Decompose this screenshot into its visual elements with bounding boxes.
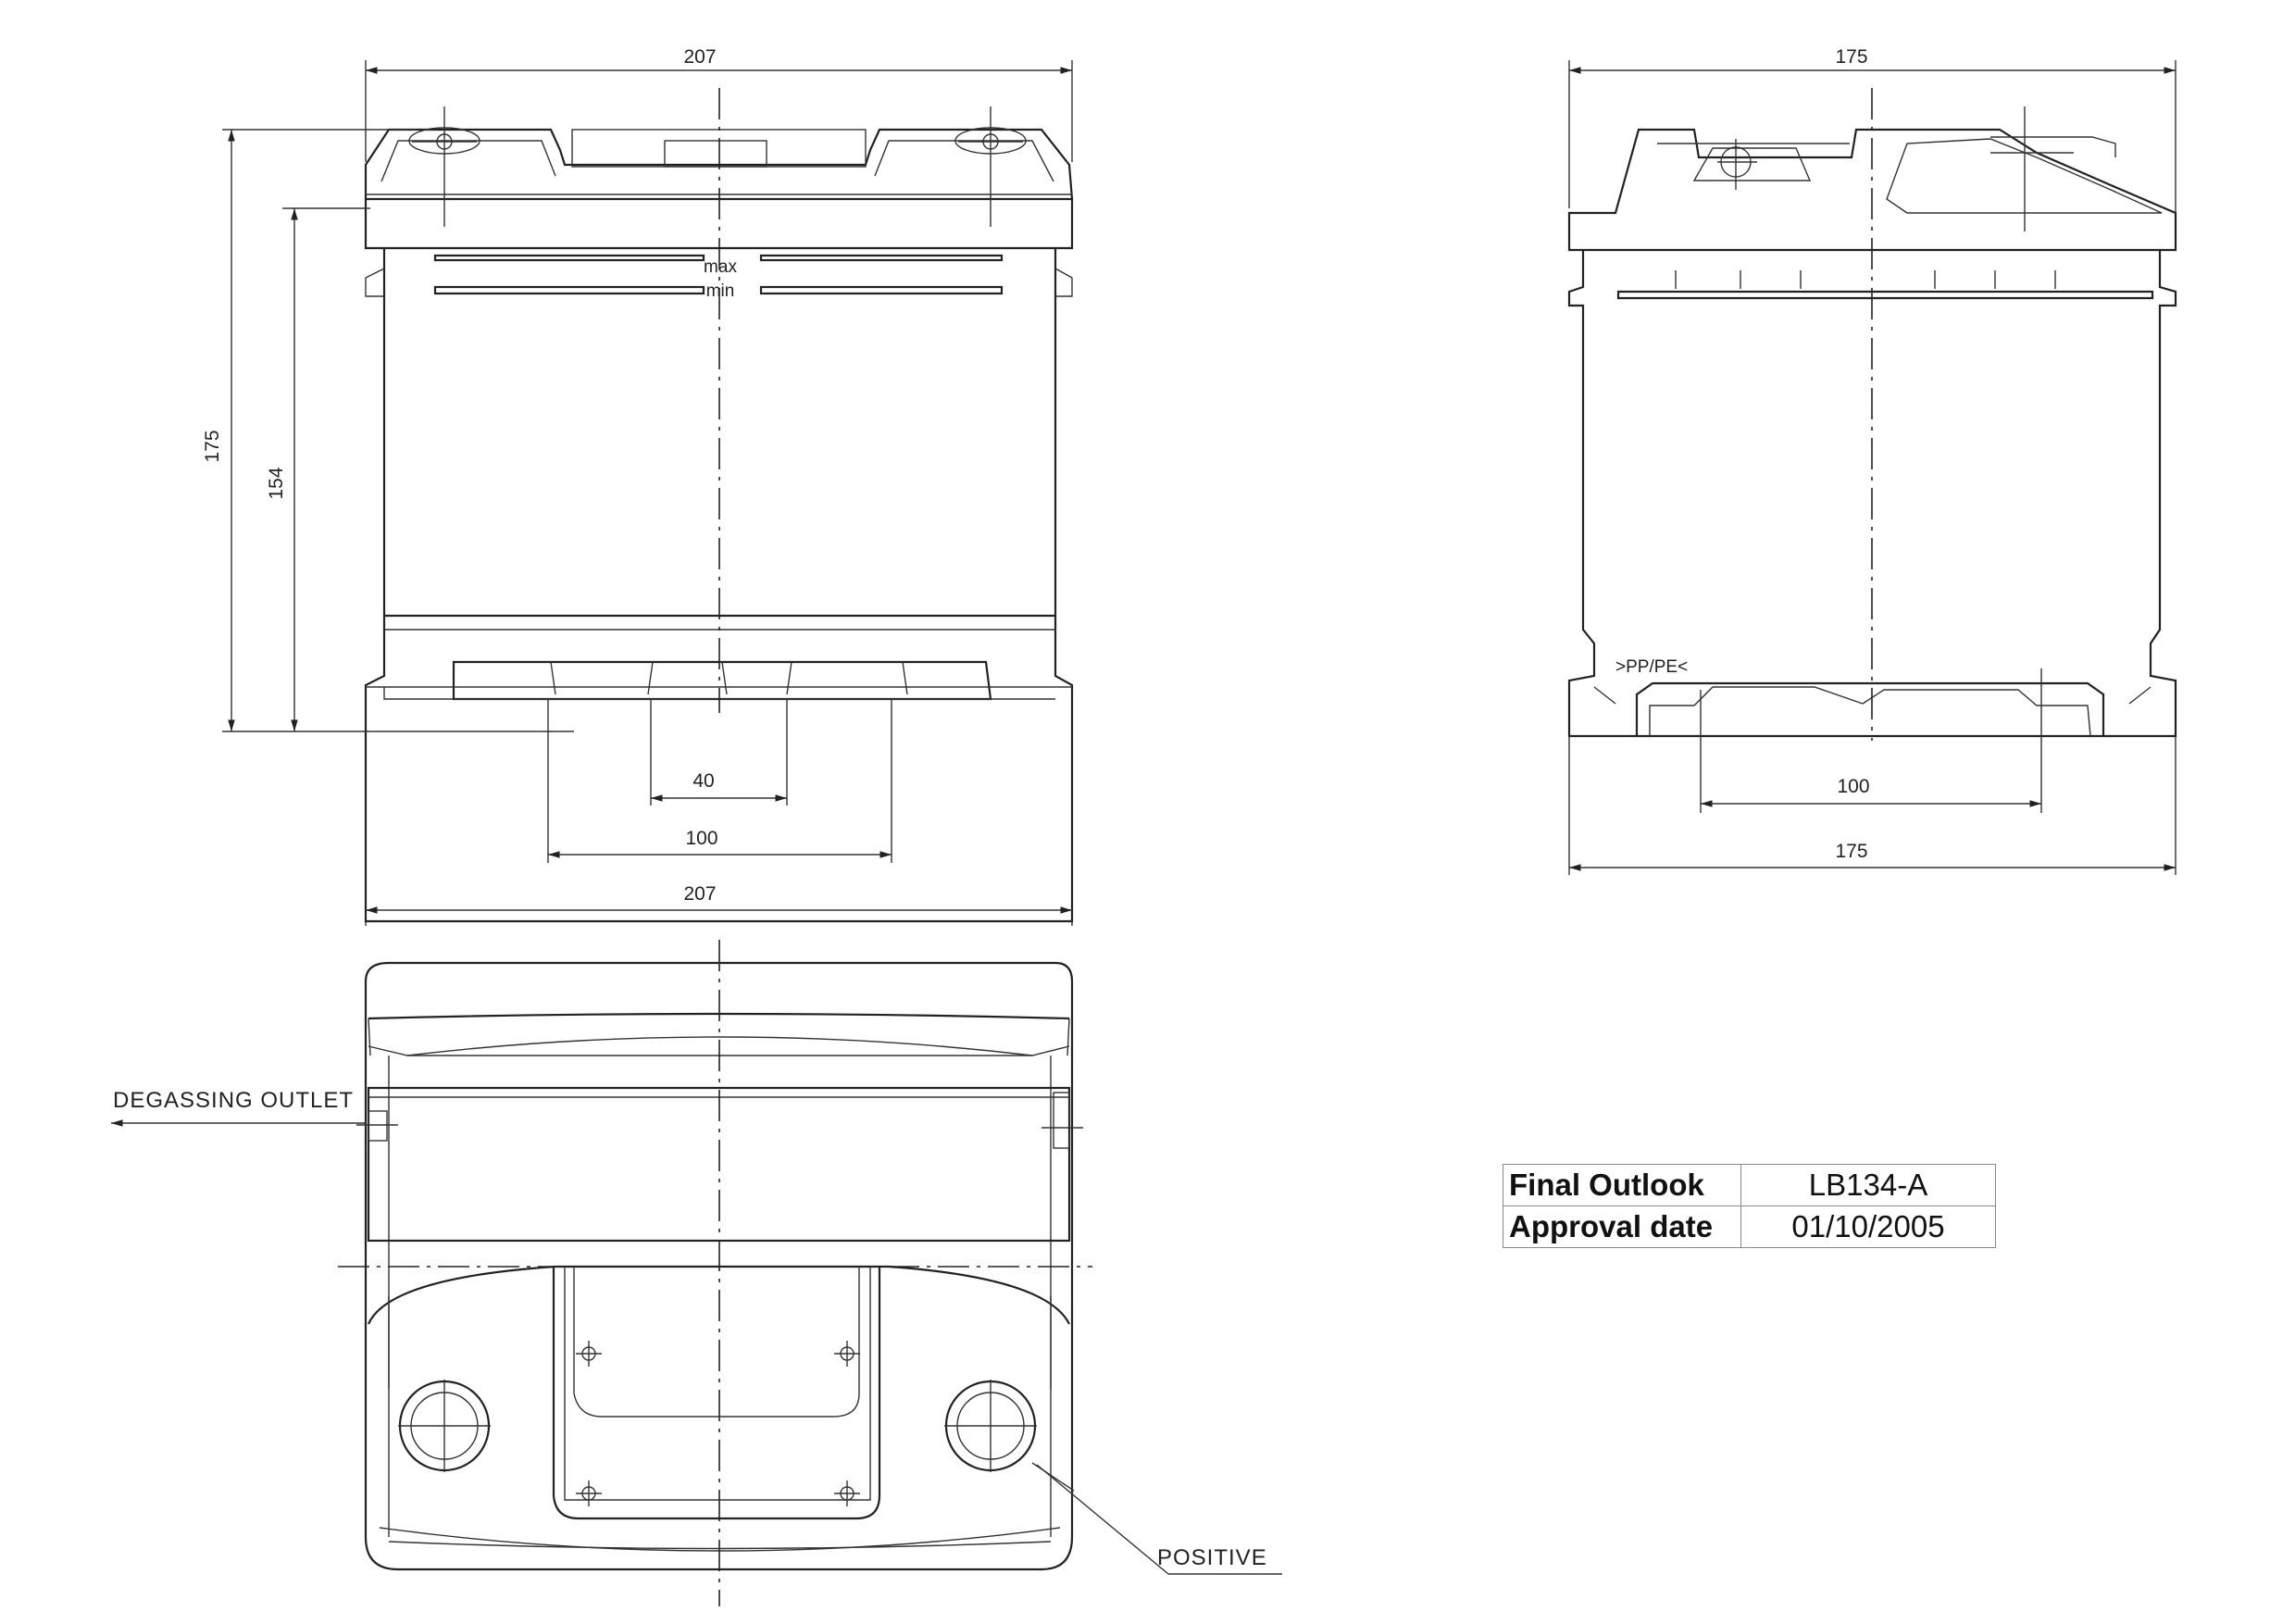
dim-height-total: 175 bbox=[202, 430, 223, 463]
dim-hold-down-side: 100 bbox=[1837, 776, 1870, 797]
screw-icon bbox=[834, 1341, 860, 1367]
dim-rib-spacing: 40 bbox=[692, 770, 715, 792]
negative-terminal-icon bbox=[398, 1380, 491, 1472]
top-view bbox=[111, 940, 1282, 1606]
dim-width-bottom-front: 207 bbox=[683, 883, 717, 905]
table-row bbox=[1503, 1206, 1996, 1248]
front-view bbox=[202, 46, 1072, 926]
screw-icon bbox=[576, 1341, 602, 1367]
min-line-left bbox=[435, 287, 704, 294]
min-line-right bbox=[761, 287, 1002, 294]
side-view bbox=[1569, 46, 2176, 875]
max-line-left bbox=[435, 256, 704, 260]
positive-terminal-icon bbox=[944, 1380, 1037, 1472]
dim-hold-down-front: 100 bbox=[685, 828, 718, 849]
dim-height-box: 154 bbox=[266, 467, 287, 500]
final-outlook-value: LB134-A bbox=[1741, 1165, 1996, 1206]
approval-date-key: Approval date bbox=[1503, 1206, 1741, 1248]
terminal-left-front bbox=[409, 106, 480, 227]
terminal-side bbox=[1717, 139, 1757, 190]
table-row bbox=[1503, 1165, 1996, 1206]
terminal-right-front bbox=[955, 106, 1026, 227]
dim-width-top-side: 175 bbox=[1835, 46, 1868, 68]
approval-date-value: 01/10/2005 bbox=[1741, 1206, 1996, 1248]
screw-icon bbox=[576, 1480, 602, 1506]
info-table bbox=[1503, 1164, 1996, 1248]
max-line-right bbox=[761, 256, 1002, 260]
screw-icon bbox=[834, 1480, 860, 1506]
final-outlook-key: Final Outlook bbox=[1503, 1165, 1741, 1206]
dim-width-top-front: 207 bbox=[683, 46, 717, 68]
level-max-label: max bbox=[704, 257, 737, 277]
material-label: >PP/PE< bbox=[1615, 657, 1689, 677]
level-min-label: min bbox=[705, 281, 735, 301]
dim-width-bottom-side: 175 bbox=[1835, 841, 1868, 862]
positive-label: POSITIVE bbox=[1157, 1545, 1267, 1570]
degassing-outlet-label: DEGASSING OUTLET bbox=[113, 1088, 355, 1113]
